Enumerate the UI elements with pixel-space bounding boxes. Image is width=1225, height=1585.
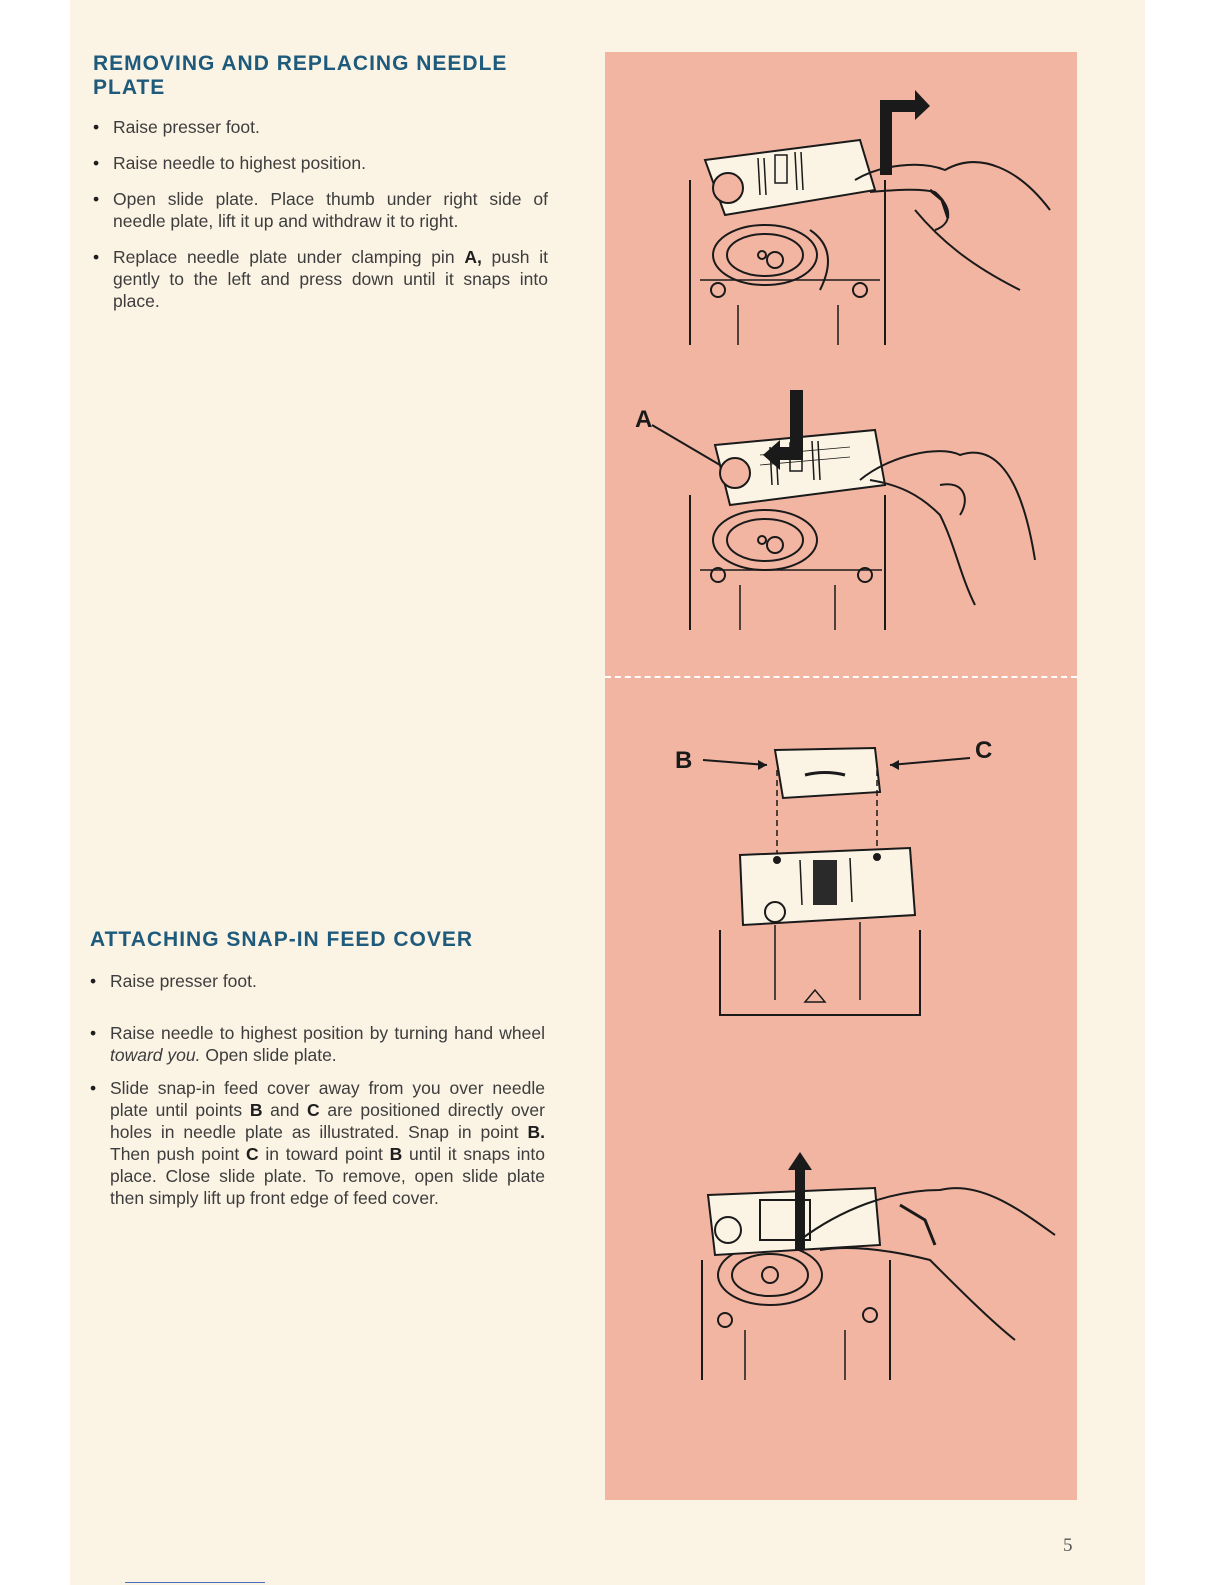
panel-divider [605, 676, 1077, 678]
step-text: Open slide plate. [200, 1045, 337, 1065]
point-c-ref: C [245, 1144, 259, 1164]
step-text: Raise needle to highest position. [113, 153, 366, 173]
label-a: A [635, 406, 653, 433]
step-item [90, 1077, 545, 1209]
remove-needle-plate-illustration [680, 80, 1060, 350]
step-text: Open slide plate. Place thumb under right side of needle plate, lift it up and withdraw it to right. [113, 189, 548, 231]
step-item [90, 970, 545, 992]
step-text: until it snaps into place. Close slide plate. To remove, open slide plate then simply lift up front edge of feed cover. [110, 1144, 545, 1208]
step-item [93, 152, 548, 174]
step-item [93, 246, 548, 312]
point-b-ref: B [389, 1144, 403, 1164]
step-text: Raise presser foot. [113, 117, 260, 137]
section-title-feed-cover: ATTACHING SNAP-IN FEED COVER [90, 928, 474, 951]
step-item [93, 116, 548, 138]
pin-a-ref: A, [464, 247, 482, 267]
toward-you-text: toward you. [110, 1045, 201, 1065]
step-text: in toward point [258, 1144, 390, 1164]
section-title-removing-needle-plate: REMOVING AND REPLACING NEEDLE PLATE [93, 52, 508, 99]
step-item [90, 1022, 545, 1066]
step-text: Then push point [110, 1144, 246, 1164]
label-b: B [675, 747, 693, 774]
feed-cover-alignment-illustration [665, 730, 1015, 1030]
page-number: 5 [1063, 1535, 1073, 1556]
point-b-ref: B. [527, 1122, 545, 1142]
step-text: Raise presser foot. [110, 971, 257, 991]
step-text: Raise needle to highest position by turning hand wheel [110, 1023, 545, 1043]
label-c: C [975, 737, 993, 764]
point-b-ref: B [249, 1100, 263, 1120]
step-text: are positioned directly over holes in needle plate as illustrated. Snap in point [110, 1100, 545, 1142]
step-text: and [262, 1100, 308, 1120]
removing-plate-steps [93, 116, 548, 326]
lift-feed-cover-illustration [690, 1150, 1060, 1385]
step-text: Slide snap-in feed cover away from you over needle plate until points [110, 1078, 545, 1120]
replace-needle-plate-illustration [620, 385, 1060, 635]
step-text: push it gently to the left and press down until it snaps into place. [113, 247, 548, 311]
scan-edge-line [125, 1582, 265, 1583]
feed-cover-steps [90, 970, 545, 1209]
point-c-ref: C [307, 1100, 320, 1120]
step-item [93, 188, 548, 232]
step-text: Replace needle plate under clamping pin [113, 247, 465, 267]
